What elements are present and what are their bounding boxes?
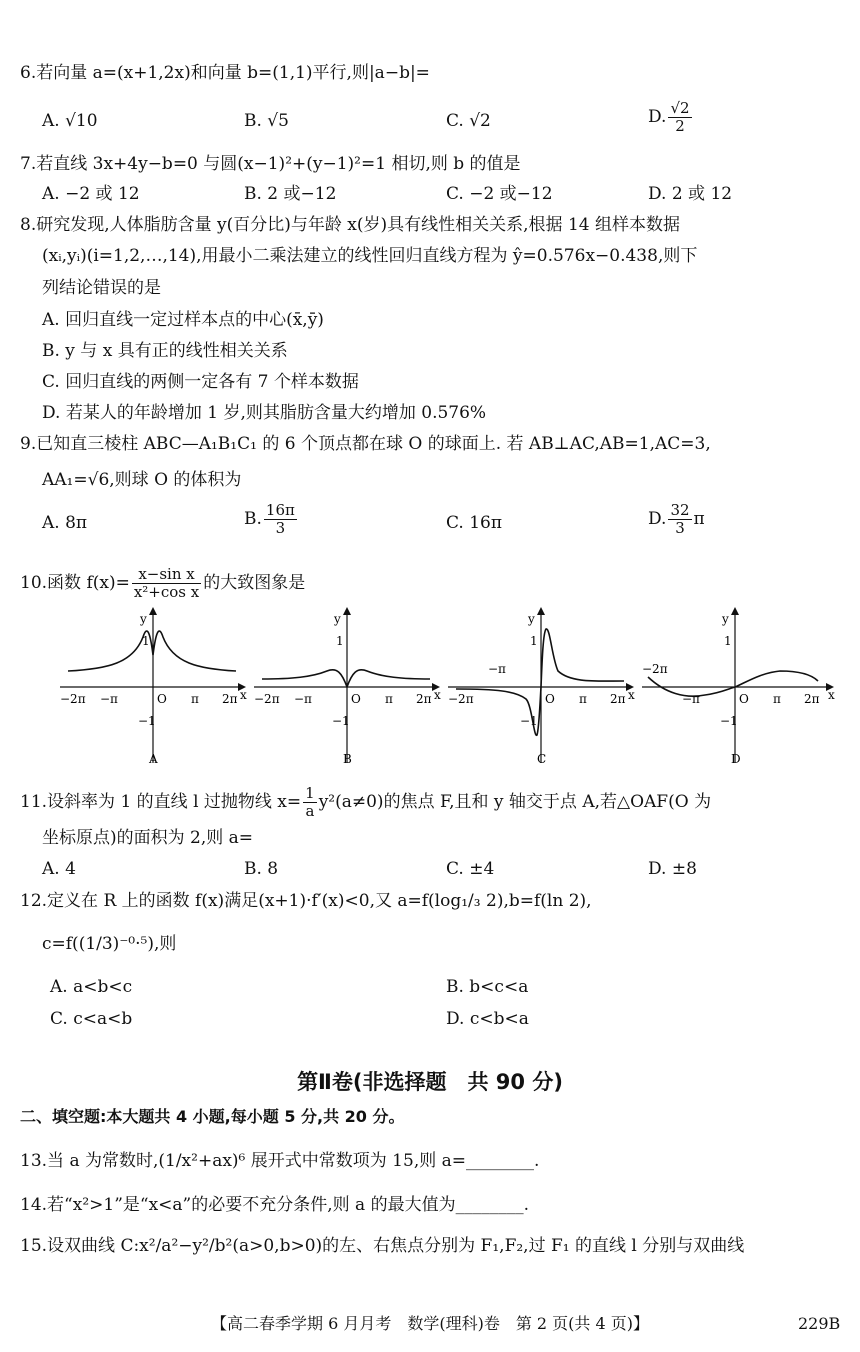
q11-option-d: D. ±8 (648, 859, 697, 879)
q6-stem: 6.若向量 a=(x+1,2x)和向量 b=(1,1)平行,则|a−b|= (20, 63, 430, 83)
q10-num: x−sin x (132, 566, 201, 584)
q10-prefix: 10.函数 f(x)= (20, 573, 130, 593)
tick-y-neg1: −1 (332, 714, 350, 728)
q9-option-b-den: 3 (275, 519, 286, 537)
q12-option-a: A. a<b<c (50, 977, 133, 997)
footer-text: 【高二春季学期 6 月月考 数学(理科)卷 第 2 页(共 4 页)】 (210, 1314, 650, 1333)
q8-line3: 列结论错误的是 (42, 278, 161, 298)
q6-option-d-num: √2 (670, 99, 690, 117)
tick-2pi: 2π (222, 692, 238, 706)
q8-line1: 8.研究发现,人体脂肪含量 y(百分比)与年龄 x(岁)具有线性相关关系,根据 14 组样本数据 (20, 215, 680, 235)
q9-option-d-suffix: π (693, 509, 705, 529)
tick-pi: π (773, 692, 781, 706)
section-title: 第Ⅱ卷(非选择题 共 90 分) (297, 1070, 563, 1094)
q12-option-c: C. c<a<b (50, 1009, 133, 1029)
q9-option-d-num: 32 (670, 501, 690, 519)
q6-option-d-prefix: D. (648, 107, 667, 127)
graph-c-label: C (537, 752, 547, 766)
q11-frac-den: a (305, 802, 315, 820)
tick-neg-2pi: −2π (60, 692, 86, 706)
q11-option-b: B. 8 (244, 859, 279, 879)
q6-option-a: A. √10 (42, 111, 98, 131)
tick-2pi: 2π (610, 692, 626, 706)
q8-option-a: A. 回归直线一定过样本点的中心(x̄,ȳ) (42, 310, 324, 330)
q11-line1a: 11.设斜率为 1 的直线 l 过抛物线 x= (20, 792, 302, 812)
q6-option-d (648, 100, 694, 135)
q13-text: 13.当 a 为常数时,(1/x²+ax)⁶ 展开式中常数项为 15,则 a=________. (20, 1151, 540, 1171)
q7-option-c: C. −2 或−12 (446, 184, 553, 204)
footer-code: 229B (798, 1314, 841, 1333)
q7-option-d: D. 2 或 12 (648, 184, 733, 204)
q9-option-d-prefix: D. (648, 509, 667, 529)
tick-neg-pi: −π (100, 692, 118, 706)
q12-line2: c=f((1/3)⁻⁰·⁵),则 (42, 934, 177, 954)
graph-a (58, 603, 248, 768)
section-subtitle: 二、填空题:本大题共 4 小题,每小题 5 分,共 20 分。 (20, 1107, 405, 1126)
tick-origin: O (739, 692, 749, 706)
q11-option-c: C. ±4 (446, 859, 495, 879)
tick-origin: O (351, 692, 361, 706)
tick-y-neg1: −1 (720, 714, 738, 728)
q10-den: x²+cos x (133, 583, 200, 601)
x-axis-label: x (434, 688, 441, 702)
tick-neg-pi: −π (488, 662, 506, 676)
tick-pi: π (579, 692, 587, 706)
q7-option-a: A. −2 或 12 (42, 184, 140, 204)
graph-b-label: B (343, 752, 352, 766)
q8-line2: (xᵢ,yᵢ)(i=1,2,…,14),用最小二乘法建立的线性回归直线方程为 ŷ=0.576x−0.438,则下 (42, 246, 698, 266)
q10-suffix: 的大致图象是 (203, 573, 306, 593)
q6-option-b: B. √5 (244, 111, 289, 131)
curve (262, 670, 430, 687)
graph-b (252, 603, 442, 768)
q10-stem (20, 566, 305, 601)
q9-option-b (244, 502, 299, 537)
tick-neg-pi: −π (682, 692, 700, 706)
graph-a-label: A (149, 752, 158, 766)
q8-option-d: D. 若某人的年龄增加 1 岁,则其脂肪含量大约增加 0.576% (42, 403, 487, 423)
q9-option-b-num: 16π (265, 501, 295, 519)
curve (68, 631, 236, 671)
q15-text: 15.设双曲线 C:x²/a²−y²/b²(a>0,b>0)的左、右焦点分别为 F₁,F₂,过 F₁ 的直线 l 分别与双曲线 (20, 1236, 745, 1256)
y-axis-arrow (731, 607, 739, 615)
x-axis-label: x (240, 688, 247, 702)
q11-line1 (20, 785, 711, 820)
tick-neg-2pi: −2π (642, 662, 668, 676)
tick-y-1: 1 (142, 634, 150, 648)
x-axis-label: x (828, 688, 835, 702)
q8-option-c: C. 回归直线的两侧一定各有 7 个样本数据 (42, 372, 359, 392)
tick-y-1: 1 (336, 634, 344, 648)
y-axis-arrow (343, 607, 351, 615)
graph-d-label: D (731, 752, 741, 766)
q11-line2: 坐标原点)的面积为 2,则 a= (42, 828, 254, 848)
q6-option-d-den: 2 (675, 117, 685, 135)
q12-option-d: D. c<b<a (446, 1009, 529, 1029)
q9-option-d (648, 502, 705, 537)
q12-option-b: B. b<c<a (446, 977, 529, 997)
tick-pi: π (191, 692, 199, 706)
tick-2pi: 2π (804, 692, 820, 706)
tick-y-1: 1 (724, 634, 732, 648)
tick-y-neg1: −1 (138, 714, 156, 728)
q9-option-c: C. 16π (446, 513, 503, 533)
q12-line1: 12.定义在 R 上的函数 f(x)满足(x+1)·f′(x)<0,又 a=f(log₁/₃ 2),b=f(ln 2), (20, 891, 592, 911)
tick-2pi: 2π (416, 692, 432, 706)
tick-neg-2pi: −2π (254, 692, 280, 706)
y-axis-arrow (149, 607, 157, 615)
q7-option-b: B. 2 或−12 (244, 184, 337, 204)
q11-line1b: y²(a≠0)的焦点 F,且和 y 轴交于点 A,若△OAF(O 为 (318, 792, 712, 812)
y-axis-label: y (528, 612, 535, 626)
tick-origin: O (545, 692, 555, 706)
q11-option-a: A. 4 (42, 859, 76, 879)
q9-option-a: A. 8π (42, 513, 88, 533)
q9-option-d-den: 3 (675, 519, 685, 537)
y-axis-label: y (140, 612, 147, 626)
tick-y-neg1: −1 (520, 714, 538, 728)
y-axis-arrow (537, 607, 545, 615)
tick-y-1: 1 (530, 634, 538, 648)
q8-option-b: B. y 与 x 具有正的线性相关关系 (42, 341, 288, 361)
y-axis-label: y (722, 612, 729, 626)
tick-neg-pi: −π (294, 692, 312, 706)
q9-line1: 9.已知直三棱柱 ABC—A₁B₁C₁ 的 6 个顶点都在球 O 的球面上. 若 AB⊥AC,AB=1,AC=3, (20, 434, 711, 454)
curve (648, 671, 818, 696)
graph-d (640, 603, 840, 768)
q6-option-c: C. √2 (446, 111, 491, 131)
curve (456, 629, 624, 735)
tick-neg-2pi: −2π (448, 692, 474, 706)
q14-text: 14.若“x²>1”是“x<a”的必要不充分条件,则 a 的最大值为________. (20, 1195, 529, 1215)
q11-frac-num: 1 (305, 784, 315, 802)
y-axis-label: y (334, 612, 341, 626)
q7-stem: 7.若直线 3x+4y−b=0 与圆(x−1)²+(y−1)²=1 相切,则 b 的值是 (20, 154, 521, 174)
graph-c (446, 603, 636, 768)
tick-pi: π (385, 692, 393, 706)
tick-origin: O (157, 692, 167, 706)
q9-option-b-prefix: B. (244, 509, 262, 529)
q9-line2: AA₁=√6,则球 O 的体积为 (42, 470, 242, 490)
x-axis-label: x (628, 688, 635, 702)
